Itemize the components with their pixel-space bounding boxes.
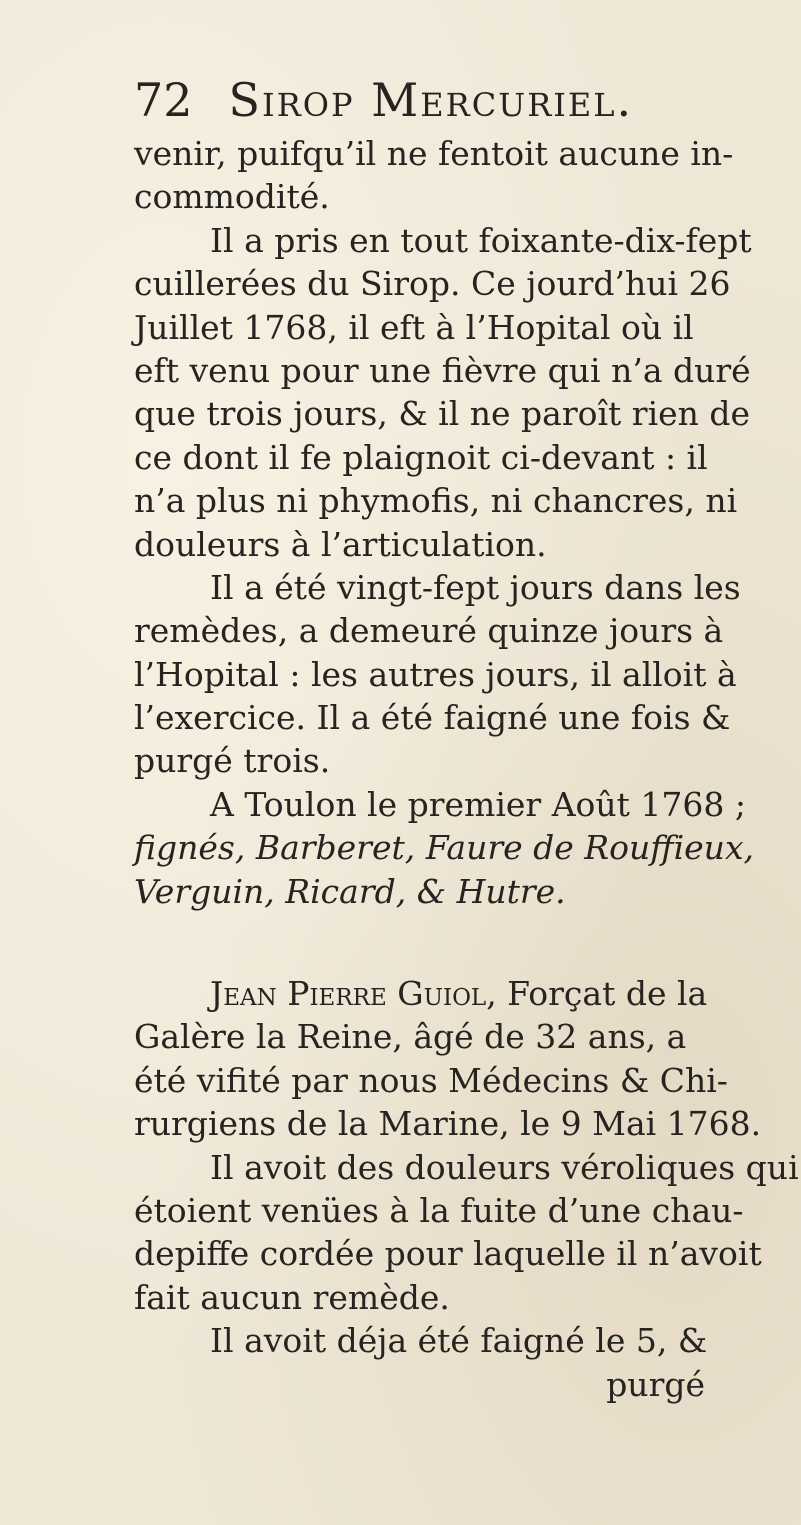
- text-line: eft venu pour une fièvre qui n’a duré: [134, 350, 751, 390]
- text-line: douleurs à l’articulation.: [134, 524, 547, 564]
- text-line: étoient venües à la fuite d’une chau-: [134, 1190, 744, 1230]
- patient-name: Jean Pierre Guiol: [210, 974, 487, 1014]
- signatories-line: Verguin, Ricard, & Hutre.: [134, 871, 566, 911]
- page-number: 72: [134, 73, 193, 127]
- running-head: [134, 70, 761, 130]
- catchword: purgé: [606, 1364, 705, 1404]
- text-line: commodité.: [134, 177, 330, 217]
- text-line: Galère la Reine, âgé de 32 ans, a: [134, 1017, 687, 1057]
- paragraph-prior-treatment: [134, 1319, 761, 1362]
- text-line: été vifité par nous Médecins & Chi-: [134, 1060, 728, 1100]
- text-line: n’a plus ni phymofis, ni chancres, ni: [134, 481, 738, 521]
- signatories-line: fignés, Barberet, Faure de Rouffieux,: [134, 828, 755, 868]
- text-line: venir, puifqu’il ne fentoit aucune in-: [134, 134, 734, 173]
- text-line: ce dont il fe plaignoit ci-devant : il: [134, 437, 708, 477]
- text-line: purgé trois.: [134, 741, 331, 781]
- text-line: [134, 972, 761, 1015]
- text-line: rurgiens de la Marine, le 9 Mai 1768.: [134, 1104, 762, 1144]
- text-line: l’exercice. Il a été faigné une fois &: [134, 698, 731, 738]
- running-title: Sirop Mercuriel.: [228, 73, 634, 127]
- signature-block: [134, 783, 761, 913]
- paragraph-continuation: [134, 132, 761, 219]
- text-line: Il avoit déja été faigné le 5, &: [210, 1321, 708, 1361]
- paragraph-treatment-outcome: [134, 219, 761, 566]
- text-line: que trois jours, & il ne paroît rien de: [134, 394, 751, 434]
- text-run: , Forçat de la: [486, 974, 708, 1014]
- paragraph-case-introduction: [134, 972, 761, 1146]
- text-line: Il avoit des douleurs véroliques qui: [210, 1147, 799, 1187]
- text-line: cuillerées du Sirop. Ce jourd’hui 26: [134, 264, 731, 304]
- text-line: fait aucun remède.: [134, 1277, 450, 1317]
- text-line: l’Hopital : les autres jours, il alloit à: [134, 654, 737, 694]
- section-gap: [134, 913, 761, 972]
- paragraph-treatment-duration: [134, 566, 761, 783]
- text-line: remèdes, a demeuré quinze jours à: [134, 611, 724, 651]
- text-line: Il a pris en tout foixante-dix-fept: [210, 220, 752, 260]
- text-line: depiffe cordée pour laquelle il n’avoit: [134, 1234, 762, 1274]
- text-line: Il a été vingt-fept jours dans les: [210, 567, 741, 607]
- text-line: Juillet 1768, il eft à l’Hopital où il: [134, 307, 694, 347]
- paragraph-symptoms: [134, 1146, 799, 1320]
- place-date-line: A Toulon le premier Août 1768 ;: [210, 784, 746, 824]
